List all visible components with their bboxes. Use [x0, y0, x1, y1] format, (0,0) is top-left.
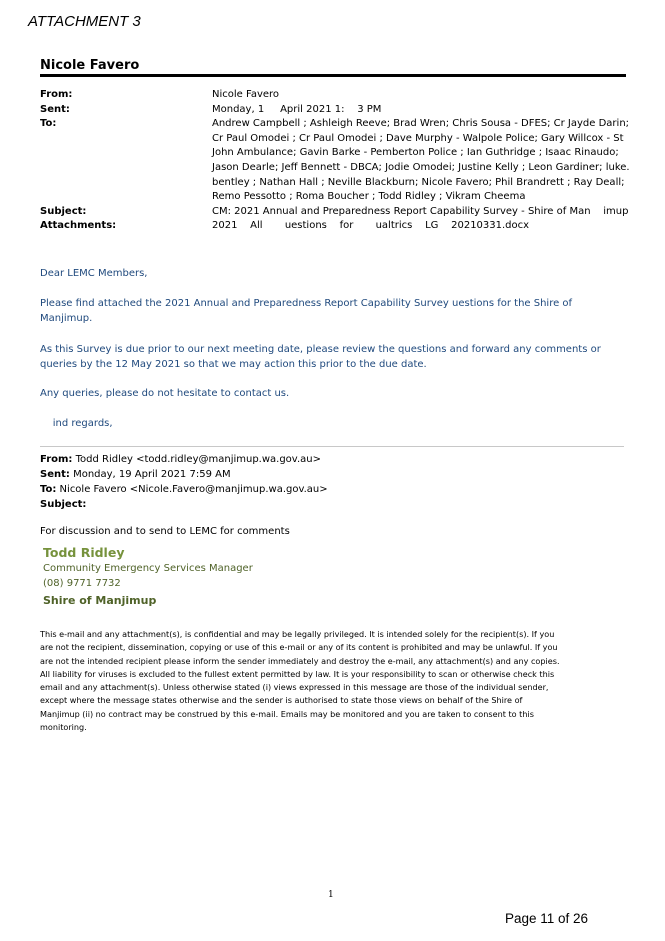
email-header — [40, 88, 630, 234]
from-value: Nicole Favero — [212, 89, 280, 100]
from-row — [40, 88, 630, 103]
sent-label: Sent: — [40, 103, 70, 115]
attachments-label: Attachments: — [40, 220, 117, 232]
subject-value: CM: 2021 Annual and Preparedness Report Capability Survey - Shire of Man imup — [212, 205, 629, 217]
fwd-to-label: To: — [40, 484, 57, 495]
disclaimer-line: except where the message states otherwise and the sender is authorised to state those views on behalf of the Shire of — [40, 695, 523, 706]
attachment-label: ATTACHMENT 3 — [28, 13, 141, 30]
to-line: Cr Paul Omodei ; Cr Paul Omodei ; Dave Murphy - Walpole Police; Gary Willcox - St — [212, 132, 624, 144]
disclaimer-line: Manjimup (ii) no contract may be construed by this e-mail. Emails may be monitored and you are taken to consent to this — [40, 708, 534, 719]
sent-value: Monday, 1 April 2021 1: 3 PM — [212, 103, 382, 115]
to-label: To: — [40, 118, 57, 130]
body-paragraph-1: Please find attached the 2021 Annual and Preparedness Report Capability Survey uestions for the Shire of Manjimup. — [40, 298, 573, 324]
to-line: Jason Dearle; Jeff Bennett - DBCA; Jodie Omodei; Justine Kelly ; Leon Gardiner; luke. — [212, 161, 630, 173]
fwd-subject-label: Subject: — [40, 499, 87, 510]
to-line: bentley ; Nathan Hall ; Neville Blackburn; Nicole Favero; Phil Brandrett ; Ray Deall; — [212, 176, 625, 188]
subject-label: Subject: — [40, 205, 87, 217]
closing: ind regards, — [40, 418, 113, 429]
page-number: 1 — [328, 890, 334, 900]
message-separator — [40, 446, 624, 447]
disclaimer-line: This e-mail and any attachment(s), is confidential and may be legally privileged. It is intended solely for the recipient(s). If you — [40, 629, 555, 639]
fwd-sent-row — [40, 467, 620, 482]
fwd-to-value[interactable]: Nicole Favero <Nicole.Favero@manjimup.wa.gov.au> — [56, 484, 328, 495]
forwarded-header — [40, 452, 620, 512]
to-line: Andrew Campbell ; Ashleigh Reeve; Brad Wren; Chris Sousa - DFES; Cr Jayde Darin; — [212, 118, 630, 130]
greeting: Dear LEMC Members, — [40, 268, 148, 279]
signature-org: Shire of Manjimup — [43, 594, 157, 607]
body-paragraph-2: As this Survey is due prior to our next meeting date, please review the questions and forward any comments or queries by the 12 May 2021 so that we may action this prior to the due date. — [40, 344, 601, 370]
fwd-to-row — [40, 482, 620, 497]
to-row — [40, 117, 630, 205]
subject-row — [40, 205, 630, 220]
discussion-note: For discussion and to send to LEMC for comments — [40, 526, 290, 537]
page-of-label: Page 11 of 26 — [505, 911, 589, 926]
sent-row — [40, 103, 630, 118]
attachment-file-link[interactable]: 2021 All uestions for ualtrics LG 20210331.docx — [212, 220, 530, 232]
to-value — [212, 117, 630, 205]
to-line: John Ambulance; Gavin Barke - Pemberton Police ; Ian Guthridge ; Isaac Rinaudo; — [212, 147, 619, 159]
disclaimer-line: are not the intended recipient please inform the sender immediately and destroy the e-mail, any attachment(s) and any copies. — [40, 655, 560, 666]
disclaimer-line: are not the recipient, dissemination, copying or use of this e-mail or any of its content is prohibited and may be unlawful. If you — [40, 642, 558, 653]
header-rule — [40, 74, 626, 77]
attachments-row — [40, 219, 630, 234]
from-label: From: — [40, 89, 73, 100]
fwd-from-row — [40, 452, 620, 467]
fwd-from-value[interactable]: Todd Ridley <todd.ridley@manjimup.wa.gov.au> — [72, 454, 321, 465]
disclaimer — [40, 628, 624, 734]
disclaimer-line: All liability for viruses is excluded to the fullest extent permitted by law. It is your responsibility to scan or otherwise check this — [40, 668, 555, 679]
to-line: Remo Pessotto ; Roma Boucher ; Todd Ridley ; Vikram Cheema — [212, 191, 526, 203]
fwd-sent-value: Monday, 19 April 2021 7:59 AM — [69, 469, 231, 480]
fwd-sent-label: Sent: — [40, 469, 70, 480]
signature-title: Community Emergency Services Manager — [43, 563, 253, 574]
sender-name: Nicole Favero — [40, 58, 140, 73]
body-paragraph-3: Any queries, please do not hesitate to contact us. — [40, 388, 290, 399]
signature-phone: (08) 9771 7732 — [43, 578, 121, 589]
signature-name: Todd Ridley — [43, 545, 125, 560]
fwd-subject-row — [40, 497, 620, 512]
disclaimer-line: email and any attachment(s). Unless otherwise stated (i) views expressed in this message are those of the individual sender, — [40, 682, 549, 693]
disclaimer-line: monitoring. — [40, 722, 87, 733]
fwd-from-label: From: — [40, 454, 73, 465]
